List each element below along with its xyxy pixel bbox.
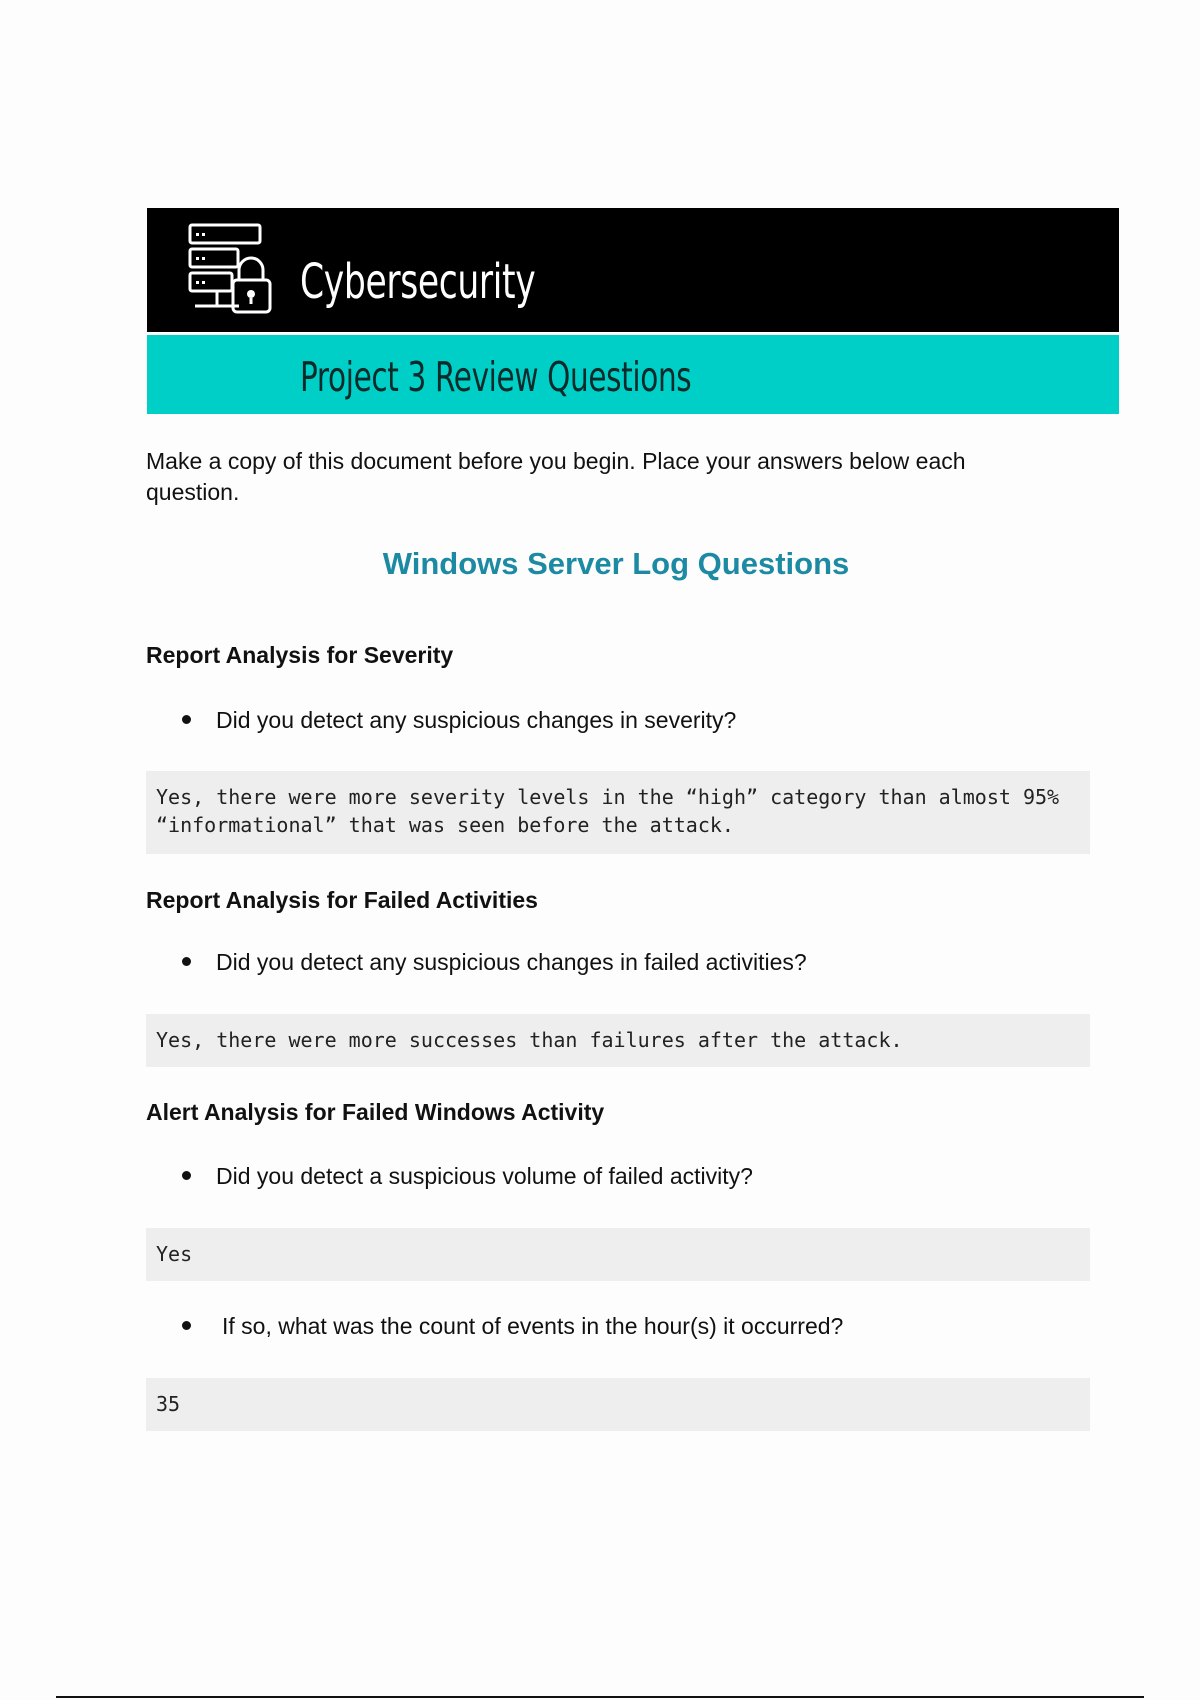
answer-severity: Yes, there were more severity levels in the “high” category than almost 95% “informational” that was seen before the attack. xyxy=(146,771,1090,854)
answer-event-count: 35 xyxy=(146,1378,1090,1431)
question-text: Did you detect any suspicious changes in failed activities? xyxy=(216,949,807,975)
bullet-icon xyxy=(182,715,191,724)
question-event-count xyxy=(182,1313,843,1340)
question-failed-volume xyxy=(182,1163,753,1190)
section-title: Windows Server Log Questions xyxy=(382,546,850,581)
banner-title: Cybersecurity xyxy=(300,254,536,310)
question-severity xyxy=(182,707,736,734)
server-lock-icon xyxy=(187,222,273,318)
bullet-icon xyxy=(182,957,191,966)
bullet-icon xyxy=(182,1321,191,1330)
banner-top xyxy=(147,208,1119,332)
banner-subtitle-bar xyxy=(147,335,1119,414)
heading-failed-activities: Report Analysis for Failed Activities xyxy=(146,887,538,913)
answer-failed-activities: Yes, there were more successes than failures after the attack. xyxy=(146,1014,1090,1067)
question-failed-activities xyxy=(182,949,807,976)
question-text: Did you detect any suspicious changes in severity? xyxy=(216,707,737,733)
heading-severity: Report Analysis for Severity xyxy=(146,642,454,668)
question-text: Did you detect a suspicious volume of failed activity? xyxy=(216,1163,753,1189)
footer-divider xyxy=(56,1696,1144,1698)
banner-subtitle: Project 3 Review Questions xyxy=(300,353,692,401)
header-banner xyxy=(147,208,1119,414)
question-text: If so, what was the count of events in the hour(s) it occurred? xyxy=(222,1313,844,1339)
bullet-icon xyxy=(182,1171,191,1180)
intro-text: Make a copy of this document before you begin. Place your answers below each question. xyxy=(146,448,966,505)
answer-failed-volume: Yes xyxy=(146,1228,1090,1281)
heading-failed-windows-activity: Alert Analysis for Failed Windows Activity xyxy=(146,1099,605,1125)
